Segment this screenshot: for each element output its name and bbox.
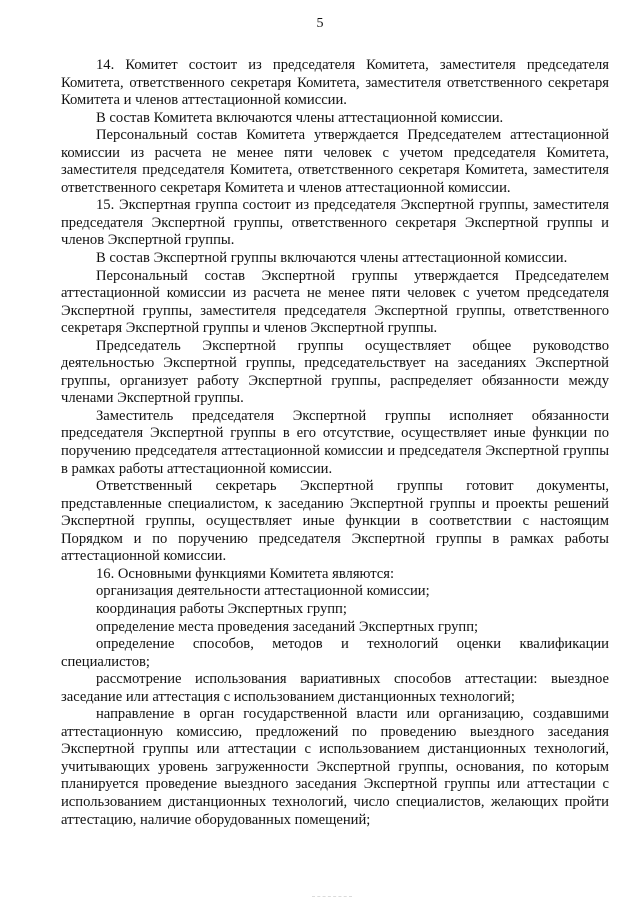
list-item: направление в орган государственной власти или организацию, создавшими аттестационную комиссию, предложений по проведению выездного заседания Экспертной группы или аттестации с использованием дистанционных технологий, учитывающих уровень загруженности Экспертной группы, основания, по которым планируется проведение выездного заседания Экспертной группы или аттестации с использованием дистанционных технологий, число специалистов, желающих пройти аттестацию, наличие оборудованных помещений; — [61, 706, 609, 828]
section-heading: 16. Основными функциями Комитета являются: — [96, 565, 395, 582]
list-item: рассмотрение использования вариативных способов аттестации: выездное заседание или аттестация с использованием дистанционных технологий; — [61, 671, 609, 705]
paragraph: Персональный состав Комитета утверждается Председателем аттестационной комиссии из расчета не менее пяти человек с учетом председателя Комитета, заместителя председателя Комитета, ответственного секретаря Комитета, заместителя ответственного секретаря Комитета и членов аттестационной комиссии. — [61, 127, 609, 196]
paragraph: Заместитель председателя Экспертной группы исполняет обязанности председателя Экспертной группы в его отсутствие, осуществляет иные функции по поручению председателя аттестационной комиссии и председателя Экспертной группы в рамках работы аттестационной комиссии. — [61, 407, 609, 477]
paragraph: Персональный состав Экспертной группы утверждается Председателем аттестационной комиссии из расчета не менее пяти человек с учетом председателя Экспертной группы, заместителя председателя Экспертной группы, ответственного секретаря Экспертной группы и членов Экспертной группы. — [61, 267, 609, 337]
document-body — [61, 57, 609, 829]
list-item: координация работы Экспертных групп; — [96, 600, 347, 617]
paragraph: В состав Комитета включаются члены аттестационной комиссии. — [96, 109, 504, 126]
paragraph: 14. Комитет состоит из председателя Комитета, заместителя председателя Комитета, ответственного секретаря Комитета, заместителя ответственного секретаря Комитета и членов аттестационной комиссии. — [61, 57, 609, 109]
list-item: определение места проведения заседаний Экспертных групп; — [96, 618, 479, 635]
paragraph: 15. Экспертная группа состоит из председателя Экспертной группы, заместителя председателя Экспертной группы, ответственного секретаря Экспертной группы и членов Экспертной группы. — [61, 197, 609, 249]
list-item: определение способов, методов и технологий оценки квалификации специалистов; — [61, 636, 609, 670]
page-number: 5 — [316, 16, 324, 31]
paragraph: Ответственный секретарь Экспертной группы готовит документы, представленные специалистом, к заседанию Экспертной группы и проекты решений Экспертной группы, осуществляет иные функции в соответствии с настоящим Порядком и по поручению председателя Экспертной группы в рамках работы аттестационной комиссии. — [61, 478, 609, 565]
list-item: организация деятельности аттестационной комиссии; — [96, 583, 430, 600]
paragraph: Председатель Экспертной группы осуществляет общее руководство деятельностью Экспертной группы, председательствует на заседаниях Экспертной группы, организует работу Экспертной группы, распределяет обязанности между членами Экспертной группы. — [61, 337, 609, 407]
scan-artifact — [312, 896, 352, 903]
paragraph: В состав Экспертной группы включаются члены аттестационной комиссии. — [96, 250, 568, 267]
